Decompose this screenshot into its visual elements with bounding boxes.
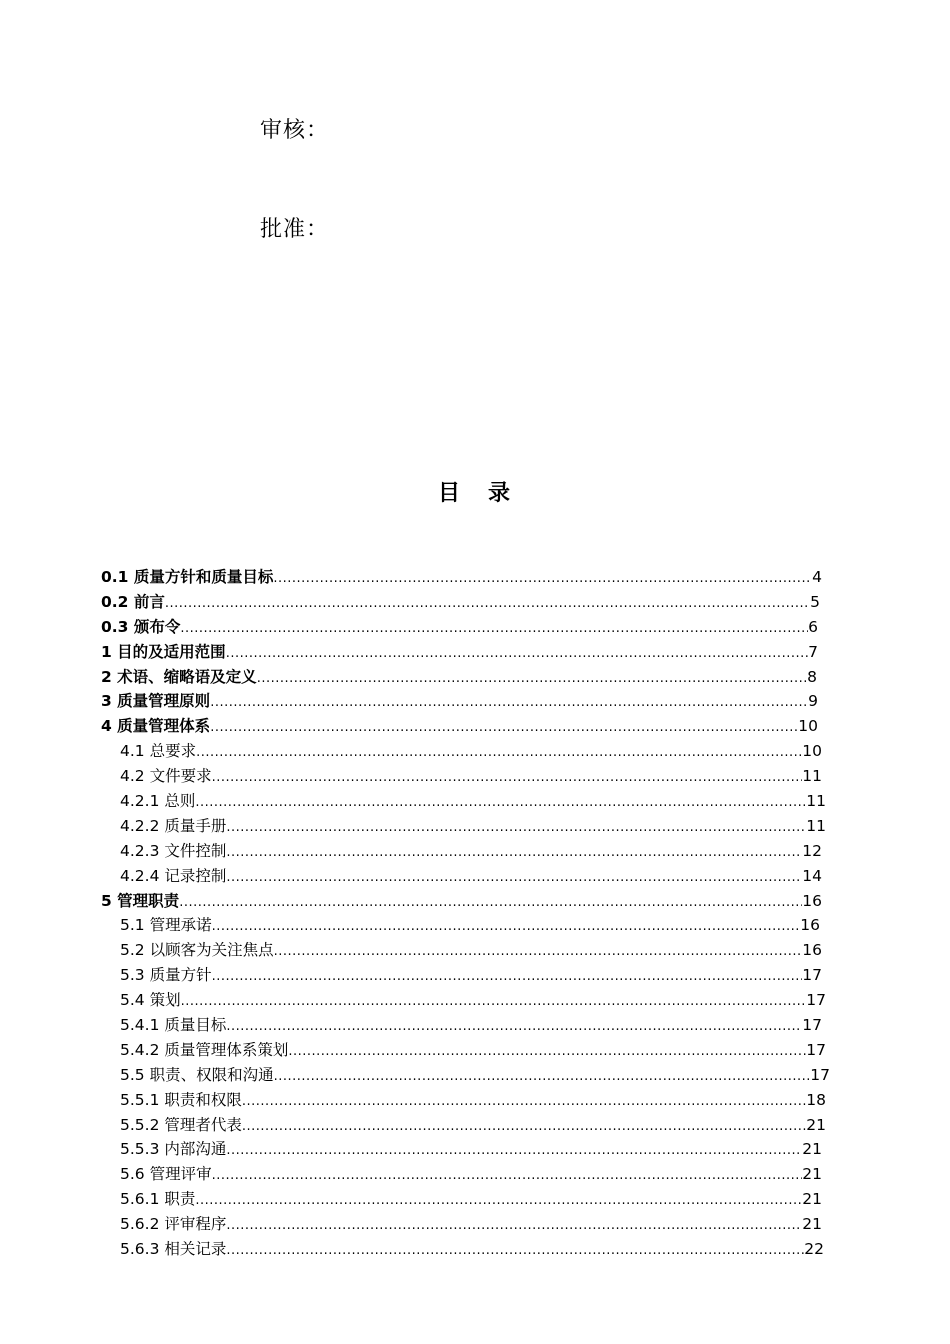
- toc-entry[interactable]: [0, 590, 950, 615]
- toc-entry-page-number: 16: [800, 916, 820, 935]
- toc-entry-label: 5.4.1 质量目标: [120, 1016, 227, 1035]
- toc-entry-page-number: 18: [806, 1090, 826, 1109]
- toc-entry[interactable]: [0, 1237, 950, 1262]
- toc-entry-label: 5.6.2 评审程序: [120, 1215, 227, 1234]
- toc-leader-dots: [196, 741, 802, 766]
- toc-leader-dots: [226, 841, 802, 866]
- toc-entry[interactable]: [0, 615, 950, 640]
- toc-leader-dots: [180, 617, 808, 642]
- toc-entry[interactable]: [0, 1137, 950, 1162]
- toc-entry-page-number: 21: [802, 1215, 822, 1234]
- toc-entry[interactable]: [0, 565, 950, 590]
- toc-leader-dots: [212, 915, 801, 940]
- toc-entry-label: 5.5 职责、权限和沟通: [120, 1065, 274, 1084]
- toc-entry-page-number: 12: [802, 841, 822, 860]
- toc-entry-label: 5 管理职责: [101, 891, 180, 910]
- toc-leader-dots: [195, 1189, 802, 1214]
- toc-leader-dots: [212, 965, 803, 990]
- toc-leader-dots: [195, 791, 806, 816]
- toc-entry[interactable]: [0, 938, 950, 963]
- toc-entry[interactable]: [0, 1212, 950, 1237]
- toc-entry[interactable]: [0, 1013, 950, 1038]
- toc-entry[interactable]: [0, 1187, 950, 1212]
- toc-entry[interactable]: [0, 739, 950, 764]
- toc-entry-page-number: 9: [808, 692, 818, 711]
- toc-entry-label: 3 质量管理原则: [101, 692, 211, 711]
- toc-entry-label: 5.5.2 管理者代表: [120, 1115, 242, 1134]
- toc-entry-page-number: 17: [806, 991, 826, 1010]
- toc-entry-label: 4.2 文件要求: [120, 767, 212, 786]
- toc-entry[interactable]: [0, 1063, 950, 1088]
- toc-leader-dots: [288, 1040, 806, 1065]
- toc-leader-dots: [242, 1090, 806, 1115]
- review-label: 审核：: [260, 118, 330, 143]
- toc-title: [0, 476, 950, 507]
- toc-entry-page-number: 11: [802, 767, 822, 786]
- toc-entry-page-number: 10: [802, 742, 822, 761]
- toc-leader-dots: [274, 1065, 811, 1090]
- toc-leader-dots: [212, 766, 803, 791]
- toc-entry[interactable]: [0, 814, 950, 839]
- toc-entry[interactable]: [0, 988, 950, 1013]
- toc-entry[interactable]: [0, 839, 950, 864]
- toc-leader-dots: [212, 1164, 803, 1189]
- toc-entry[interactable]: [0, 665, 950, 690]
- toc-entry-label: 0.3 颁布令: [101, 617, 181, 636]
- toc-entry-page-number: 4: [812, 568, 822, 586]
- toc-leader-dots: [179, 891, 802, 916]
- toc-entry-label: 2 术语、缩略语及定义: [101, 667, 257, 686]
- toc-leader-dots: [226, 1239, 804, 1264]
- toc-entry[interactable]: [0, 963, 950, 988]
- toc-title-part1: 目: [437, 481, 462, 506]
- toc-entry-page-number: 17: [802, 966, 822, 985]
- toc-entry-label: 5.1 管理承诺: [120, 916, 212, 935]
- toc-entry-page-number: 17: [802, 1016, 822, 1035]
- toc-entry-page-number: 7: [808, 642, 818, 661]
- toc-leader-dots: [226, 1139, 802, 1164]
- toc-entry[interactable]: [0, 714, 950, 739]
- toc-entry-label: 5.4.2 质量管理体系策划: [120, 1040, 289, 1059]
- toc-entry-label: 5.4 策划: [120, 991, 181, 1010]
- toc-entry[interactable]: [0, 789, 950, 814]
- toc-entry[interactable]: [0, 1088, 950, 1113]
- toc-leader-dots: [165, 592, 810, 617]
- toc-entry-page-number: 16: [802, 891, 822, 910]
- toc-entry[interactable]: [0, 889, 950, 914]
- toc-entry[interactable]: [0, 1038, 950, 1063]
- toc-entry-page-number: 11: [806, 816, 826, 835]
- toc-leader-dots: [226, 1214, 802, 1239]
- toc-entry-page-number: 21: [802, 1190, 822, 1209]
- toc-leader-dots: [226, 866, 802, 891]
- toc-entry-label: 5.6.3 相关记录: [120, 1240, 227, 1259]
- toc-leader-dots: [257, 667, 807, 692]
- toc-leader-dots: [242, 1115, 806, 1140]
- toc-entry[interactable]: [0, 1162, 950, 1187]
- toc-entry-page-number: 11: [806, 792, 826, 811]
- toc-entry[interactable]: [0, 913, 950, 938]
- toc-entry-label: 0.1 质量方针和质量目标: [101, 568, 274, 586]
- toc-entry[interactable]: [0, 764, 950, 789]
- toc-list: [0, 565, 950, 1262]
- toc-entry-label: 5.3 质量方针: [120, 966, 212, 985]
- toc-entry-label: 4.2.1 总则: [120, 792, 196, 811]
- toc-entry-page-number: 16: [802, 941, 822, 960]
- toc-leader-dots: [181, 990, 807, 1015]
- toc-entry[interactable]: [0, 640, 950, 665]
- toc-entry[interactable]: [0, 689, 950, 714]
- toc-entry-page-number: 8: [807, 667, 817, 686]
- toc-entry-label: 4 质量管理体系: [101, 717, 211, 736]
- toc-leader-dots: [226, 816, 806, 841]
- toc-entry-label: 5.5.3 内部沟通: [120, 1140, 227, 1159]
- toc-entry-label: 4.1 总要求: [120, 742, 197, 761]
- toc-leader-dots: [210, 691, 808, 716]
- toc-entry-label: 4.2.2 质量手册: [120, 816, 227, 835]
- toc-entry-page-number: 17: [810, 1065, 830, 1084]
- toc-leader-dots: [273, 567, 812, 592]
- toc-entry-page-number: 6: [808, 617, 818, 636]
- toc-leader-dots: [210, 716, 798, 741]
- toc-entry-page-number: 21: [806, 1115, 826, 1134]
- toc-entry-label: 5.2 以顾客为关注焦点: [120, 941, 274, 960]
- toc-entry-label: 5.6.1 职责: [120, 1190, 196, 1209]
- approve-label: 批准：: [260, 217, 330, 242]
- toc-entry-label: 0.2 前言: [101, 592, 165, 611]
- toc-entry-page-number: 17: [806, 1040, 826, 1059]
- toc-entry-label: 5.6 管理评审: [120, 1165, 212, 1184]
- toc-entry[interactable]: [0, 1113, 950, 1138]
- toc-entry-label: 5.5.1 职责和权限: [120, 1090, 242, 1109]
- toc-entry-page-number: 10: [798, 717, 818, 736]
- toc-entry-label: 1 目的及适用范围: [101, 642, 226, 661]
- toc-leader-dots: [226, 642, 808, 667]
- toc-entry-page-number: 21: [802, 1165, 822, 1184]
- toc-entry-page-number: 22: [804, 1240, 824, 1259]
- toc-entry-page-number: 14: [802, 866, 822, 885]
- toc-entry-page-number: 21: [802, 1140, 822, 1159]
- toc-leader-dots: [226, 1015, 802, 1040]
- toc-entry[interactable]: [0, 864, 950, 889]
- toc-entry-page-number: 5: [810, 592, 820, 611]
- toc-entry-label: 4.2.4 记录控制: [120, 866, 227, 885]
- toc-entry-label: 4.2.3 文件控制: [120, 841, 227, 860]
- toc-leader-dots: [274, 940, 803, 965]
- toc-title-part2: 录: [488, 481, 513, 506]
